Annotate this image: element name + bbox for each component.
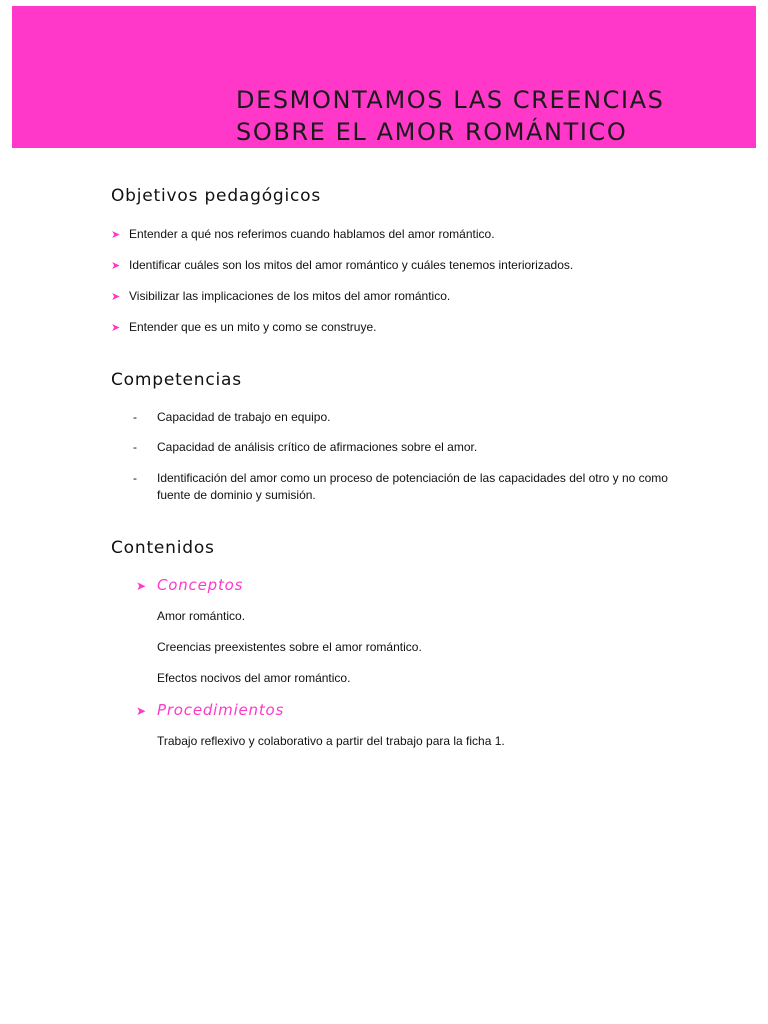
- concepto-item: Creencias preexistentes sobre el amor romántico.: [157, 640, 422, 654]
- competencia-text: Identificación del amor como un proceso de potenciación de las capacidades del otro y no como fuente de dominio y sumisión.: [157, 471, 668, 502]
- competencia-text: Capacidad de análisis crítico de afirmaciones sobre el amor.: [157, 440, 478, 454]
- objetivo-text: Visibilizar las implicaciones de los mitos del amor romántico.: [129, 289, 451, 303]
- dash-bullet: -: [133, 410, 137, 424]
- arrow-right-icon: ➤: [111, 291, 121, 303]
- arrow-right-icon: ➤: [111, 229, 121, 241]
- competencias-heading: Competencias: [111, 370, 242, 390]
- competencia-text: Capacidad de trabajo en equipo.: [157, 410, 331, 424]
- page-title-line-2: SOBRE EL AMOR ROMÁNTICO: [236, 118, 628, 146]
- concepto-item: Amor romántico.: [157, 609, 246, 623]
- arrow-right-icon: ➤: [136, 579, 147, 593]
- list-item: [111, 226, 495, 243]
- conceptos-heading: [136, 576, 243, 594]
- objetivo-text: Identificar cuáles son los mitos del amor romántico y cuáles tenemos interiorizados.: [129, 258, 574, 272]
- objetivo-text: Entender a qué nos referimos cuando hablamos del amor romántico.: [129, 227, 495, 241]
- arrow-right-icon: ➤: [111, 260, 121, 272]
- concepto-item: Efectos nocivos del amor romántico.: [157, 671, 351, 685]
- objetivos-heading: Objetivos pedagógicos: [111, 186, 322, 206]
- page-title-line-1: DESMONTAMOS LAS CREENCIAS: [236, 86, 665, 114]
- list-item: [111, 319, 376, 336]
- contenidos-heading: Contenidos: [111, 538, 215, 558]
- conceptos-heading-text: Conceptos: [157, 576, 244, 594]
- arrow-right-icon: ➤: [111, 322, 121, 334]
- list-item: [111, 257, 573, 274]
- dash-bullet: -: [133, 471, 137, 485]
- page-title: [236, 84, 665, 148]
- dash-bullet: -: [133, 440, 137, 454]
- objetivo-text: Entender que es un mito y como se construye.: [129, 320, 377, 334]
- procedimientos-heading: [136, 701, 284, 719]
- arrow-right-icon: ➤: [136, 704, 147, 718]
- procedimiento-item: Trabajo reflexivo y colaborativo a partir del trabajo para la ficha 1.: [157, 734, 505, 748]
- list-item: [111, 288, 450, 305]
- procedimientos-heading-text: Procedimientos: [157, 701, 285, 719]
